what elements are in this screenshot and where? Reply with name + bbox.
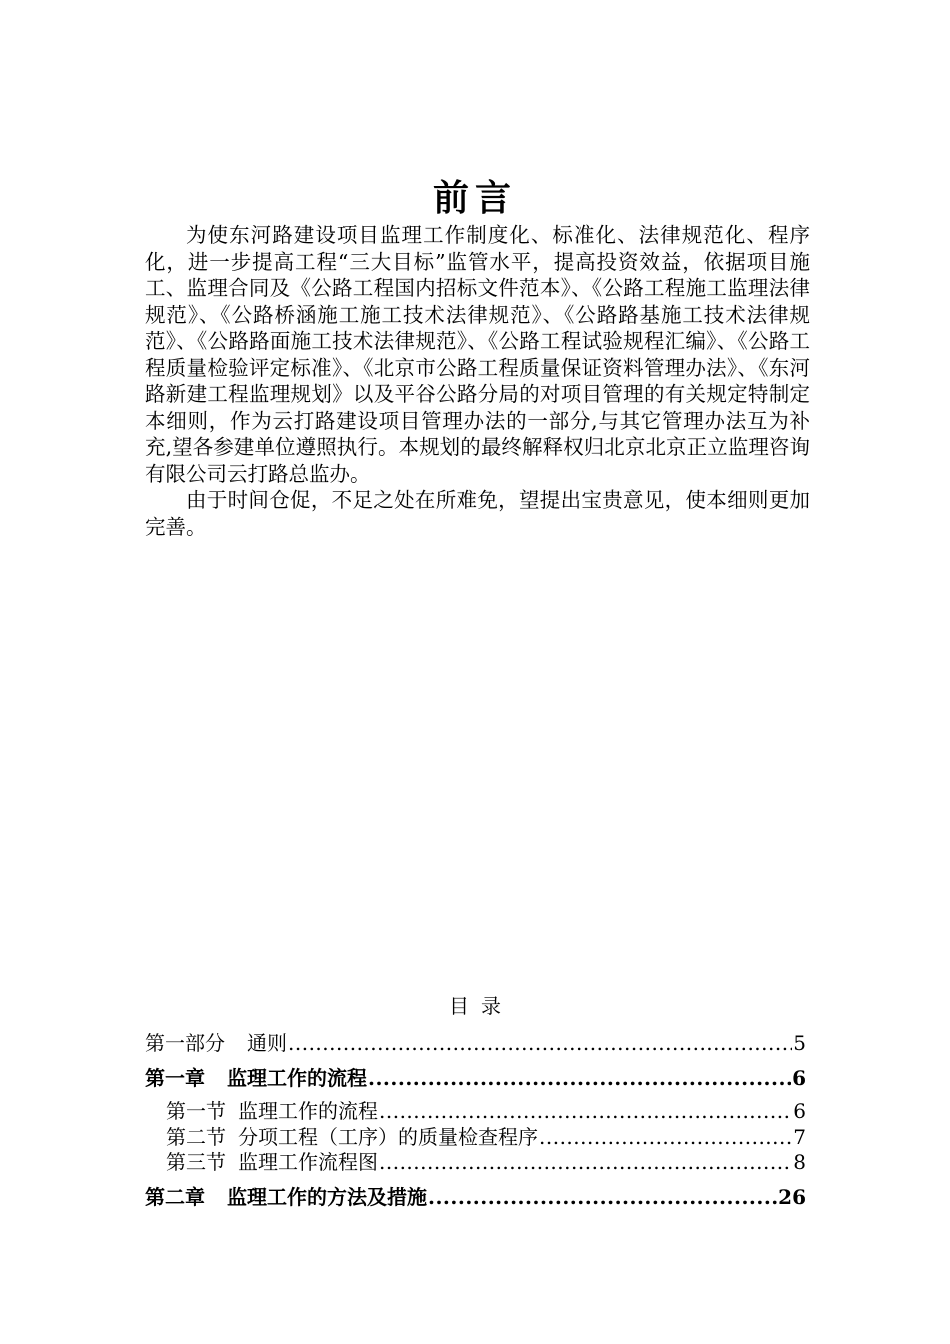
toc-entry[interactable] <box>145 1065 806 1091</box>
toc-page-number: 5 <box>793 1031 806 1055</box>
toc-entry-label: 第一章 监理工作的流程 <box>145 1066 367 1090</box>
toc-entry[interactable] <box>145 1184 806 1210</box>
toc-page-number: 6 <box>793 1099 806 1123</box>
preface-paragraph: 为使东河路建设项目监理工作制度化、标准化、法律规范化、程序化，进一步提高工程“三大目标”监管水平，提高投资效益，依据项目施工、监理合同及《公路工程国内招标文件范本》、《公路工程施工监理法律规范》、《公路桥涵施工施工技术法律规范》、《公路路基施工技术法律规范》、《公路路面施工技术法律规范》、《公路工程试验规程汇编》、《公路工程质量检验评定标准》、《北京市公路工程质量保证资料管理办法》、《东河路新建工程监理规划》以及平谷公路分局的对项目管理的有关规定特制定本细则，作为云打路建设项目管理办法的一部分,与其它管理办法互为补充,望各参建单位遵照执行。本规划的最终解释权归北京北京正立监理咨询有限公司云打路总监办。 <box>145 223 810 486</box>
toc-leader-dots <box>288 1030 792 1056</box>
toc-page-number: 8 <box>793 1150 806 1174</box>
toc-leader-dots <box>368 1065 791 1091</box>
toc-page-number: 26 <box>778 1185 806 1209</box>
toc-entry[interactable] <box>166 1124 806 1150</box>
toc-entry-label: 第二章 监理工作的方法及措施 <box>145 1185 427 1209</box>
toc-entry[interactable] <box>166 1098 806 1124</box>
toc-title: 目录 <box>449 994 513 1018</box>
toc-entry[interactable] <box>166 1149 806 1175</box>
toc-entry-label: 第一部分 通则 <box>145 1031 287 1055</box>
preface-title: 前言 <box>432 177 517 219</box>
toc-entry[interactable] <box>145 1030 806 1056</box>
toc-entry-label: 第一节 监理工作的流程 <box>166 1099 378 1123</box>
toc-leader-dots <box>539 1124 792 1150</box>
toc-leader-dots <box>379 1098 792 1124</box>
toc-leader-dots <box>379 1149 792 1175</box>
preface-body <box>145 222 810 540</box>
toc-page-number: 6 <box>792 1066 806 1090</box>
toc-leader-dots <box>428 1184 777 1210</box>
toc-entry-label: 第三节 监理工作流程图 <box>166 1150 378 1174</box>
preface-paragraph: 由于时间仓促，不足之处在所难免，望提出宝贵意见，使本细则更加完善。 <box>145 488 810 539</box>
toc-page-number: 7 <box>793 1125 806 1149</box>
toc-entry-label: 第二节 分项工程（工序）的质量检查程序 <box>166 1125 538 1149</box>
